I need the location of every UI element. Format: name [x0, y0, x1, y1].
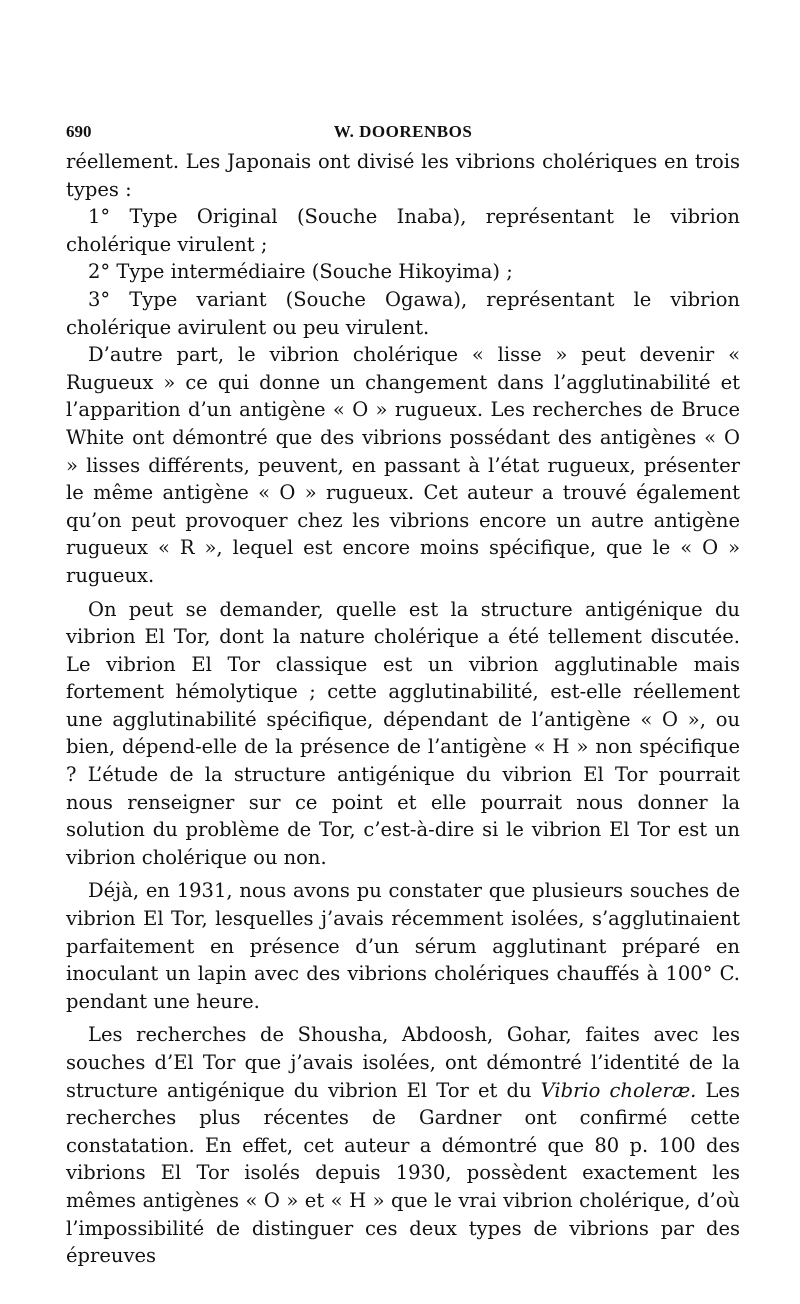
- paragraph-el-tor-structure: On peut se demander, quelle est la structure antigénique du vibrion El Tor, dont la nature cholérique a été tellement discutée. Le vibrion El Tor classique est un vibrion agglutinable mais fortement hémolytique ; cette agglutinabilité, est-elle réellement une agglutinabilité spécifique, dépendant de l’antigène « O », ou bien, dépend-elle de la présence de l’antigène « H » non spécifique ? L’étude de la structure antigénique du vibrion El Tor pourrait nous renseigner sur ce point et elle pourrait nous donner la solution du problème de Tor, c’est-à-dire si le vibrion El Tor est un vibrion cholérique ou non.: [66, 597, 740, 869]
- list-item-type-variant: 3° Type variant (Souche Ogawa), représentant le vibrion cholérique avirulent ou peu virulent.: [66, 287, 740, 339]
- paragraph-rugueux: D’autre part, le vibrion cholérique « lisse » peut devenir « Rugueux » ce qui donne un changement dans l’agglutinabilité et l’apparition d’un antigène « O » rugueux. Les recherches de Bruce White ont démontré que des vibrions possédant des antigènes « O » lisses différents, peuvent, en passant à l’état rugueux, présenter le même antigène « O » rugueux. Cet auteur a trouvé également qu’on peut provoquer chez les vibrions encore un autre antigène rugueux « R », lequel est encore moins spécifique, que le « O » rugueux.: [66, 343, 740, 587]
- paragraph-shousha-text-1: Les recherches de Shousha, Abdoosh, Gohar, faites avec les souches d’El Tor que j’avais isolées, ont démontré l’identité de la structure antigénique du vibrion El Tor et du: [66, 1023, 740, 1102]
- page: [66, 112, 740, 1270]
- list-item-type-intermediaire: 2° Type intermédiaire (Souche Hikoyima) ;: [88, 260, 513, 284]
- running-head: [66, 112, 740, 148]
- running-head-author: W. DOORENBOS: [333, 122, 473, 141]
- paragraph-1: réellement. Les Japonais ont divisé les vibrions cholériques en trois types :: [66, 150, 740, 201]
- paragraph-1931: Déjà, en 1931, nous avons pu constater que plusieurs souches de vibrion El Tor, lesquelles j’avais récemment isolées, s’agglutinaient parfaitement en présence d’un sérum agglutinant préparé en inoculant un lapin avec des vibrions cholériques chauffés à 100° C. pendant une heure.: [66, 879, 740, 1013]
- body-text: [66, 148, 740, 1270]
- page-number: 690: [66, 122, 92, 141]
- paragraph-shousha: [66, 1021, 740, 1269]
- species-name-italic: Vibrio choleræ.: [540, 1078, 697, 1102]
- list-item-type-original: 1° Type Original (Souche Inaba), représentant le vibrion cholérique virulent ;: [66, 205, 740, 256]
- paragraph-shousha-text-2: Les recherches plus récentes de Gardner ont confirmé cette constatation. En effet, cet auteur a démontré que 80 p. 100 des vibrions El Tor isolés depuis 1930, possèdent exactement les mêmes antigènes « O » et « H » que le vrai vibrion cholérique, d’où l’impossibilité de distinguer ces deux types de vibrions par des épreuves: [66, 1078, 740, 1268]
